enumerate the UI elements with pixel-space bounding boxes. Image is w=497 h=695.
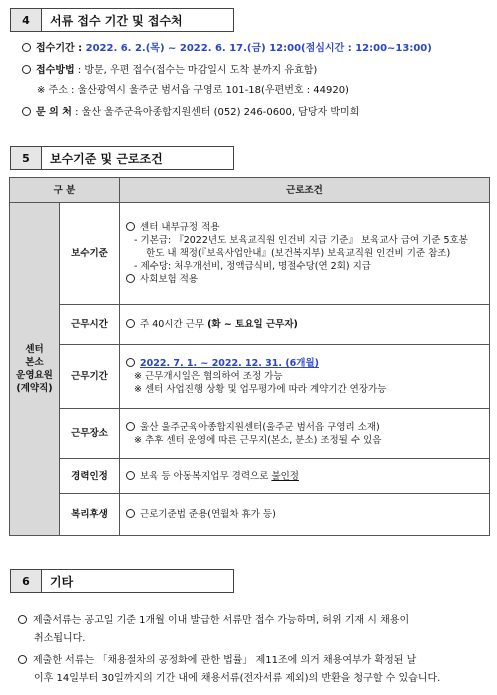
- table-header-row: [10, 178, 490, 203]
- table-row-place: [10, 409, 490, 459]
- row-label-hours: 근무시간: [60, 305, 120, 345]
- table-row-period: [10, 345, 490, 409]
- table-row-welfare: [10, 494, 490, 536]
- pay-content: 센터 내부규정 적용 - 기본급: 『2022년도 보육교직원 인건비 지급 기준』 보육교사 급여 기준 5호봉 한도 내 책정(『보육사업안내』(보건복지부) 보육교직원 인건비 기준 참조) - 제수당: 처우개선비, 정액급식비, 명절수당(연 2회) 지급 사회보험 적용: [120, 203, 490, 305]
- section-4-title: 서류 접수 기간 및 접수처: [42, 8, 234, 32]
- section-5-number: 5: [10, 146, 42, 170]
- table-header-category: 구 분: [10, 178, 120, 203]
- circle-bullet-icon: [126, 319, 135, 328]
- circle-bullet-icon: [126, 471, 135, 480]
- circle-bullet-icon: [126, 222, 135, 231]
- circle-bullet-icon: [126, 422, 135, 431]
- table-row-hours: [10, 305, 490, 345]
- section-5-title: 보수기준 및 근로조건: [42, 146, 234, 170]
- reception-period: [22, 42, 432, 56]
- welfare-content: 근로기준법 준용(연월차 휴가 등): [120, 494, 490, 536]
- circle-bullet-icon: [18, 655, 27, 664]
- reception-period-label: 접수기간 :: [36, 43, 86, 54]
- address-note: ※ 주소 : 울산광역시 울주군 범서읍 구영로 101-18(우편번호 : 44920): [37, 85, 349, 96]
- section-4-number: 4: [10, 8, 42, 32]
- reception-method-label: 접수방법: [36, 65, 75, 76]
- table-row-career: [10, 459, 490, 494]
- inquiry-label: 문 의 처: [36, 107, 72, 118]
- notice-paragraph-1: 제출서류는 공고일 기준 1개월 이내 발급한 서류만 접수 가능하며, 허위 기재 시 채용이 취소됩니다.: [18, 612, 490, 648]
- section-5-header: [10, 146, 234, 170]
- table-header-conditions: 근로조건: [120, 178, 490, 203]
- row-label-place: 근무장소: [60, 409, 120, 459]
- row-label-period: 근무기간: [60, 345, 120, 409]
- section-6-header: [10, 569, 234, 593]
- reception-method-value: : 방문, 우편 접수(접수는 마감일시 도착 분까지 유효함): [74, 65, 318, 76]
- group-label-center-staff: 센터 본소 운영요원 (계약직): [10, 203, 60, 536]
- section-4-header: [10, 8, 234, 32]
- notice-paragraph-2: 제출한 서류는 「채용절차의 공정화에 관한 법률」 제11조에 의거 채용여부가 확정된 날 이후 14일부터 30일까지의 기간 내에 채용서류(전자서류 제외)의 반환을 청구할 수 있습니다.: [18, 652, 490, 688]
- career-content: 보육 등 아동복지업무 경력으로 불인정: [120, 459, 490, 494]
- hours-content: 주 40시간 근무 (화 ~ 토요일 근무자): [120, 305, 490, 345]
- row-label-pay: 보수기준: [60, 203, 120, 305]
- section-6-title: 기타: [42, 569, 234, 593]
- circle-bullet-icon: [126, 274, 135, 283]
- inquiry-value: : 울산 울주군육아종합지원센터 (052) 246-0600, 담당자 박미희: [71, 107, 360, 118]
- circle-bullet-icon: [22, 43, 31, 52]
- circle-bullet-icon: [22, 107, 31, 116]
- circle-bullet-icon: [22, 65, 31, 74]
- place-content: 울산 울주군육아종합지원센터(울주군 범서읍 구영리 소재) ※ 추후 센터 운영에 따른 근무지(본소, 분소) 조정될 수 있음: [120, 409, 490, 459]
- reception-period-value: 2022. 6. 2.(목) ~ 2022. 6. 17.(금) 12:00(점심시간 : 12:00~13:00): [85, 43, 432, 54]
- table-row-pay: [10, 203, 490, 305]
- section-6-number: 6: [10, 569, 42, 593]
- row-label-career: 경력인정: [60, 459, 120, 494]
- circle-bullet-icon: [126, 358, 135, 367]
- reception-method: [22, 64, 317, 78]
- inquiry: [22, 106, 359, 120]
- row-label-welfare: 복리후생: [60, 494, 120, 536]
- circle-bullet-icon: [18, 615, 27, 624]
- period-content: 2022. 7. 1. ~ 2022. 12. 31. (6개월) ※ 근무개시일은 협의하여 조정 가능 ※ 센터 사업진행 상황 및 업무평가에 따라 계약기간 연장가능: [120, 345, 490, 409]
- circle-bullet-icon: [126, 509, 135, 518]
- work-conditions-table: [9, 177, 490, 536]
